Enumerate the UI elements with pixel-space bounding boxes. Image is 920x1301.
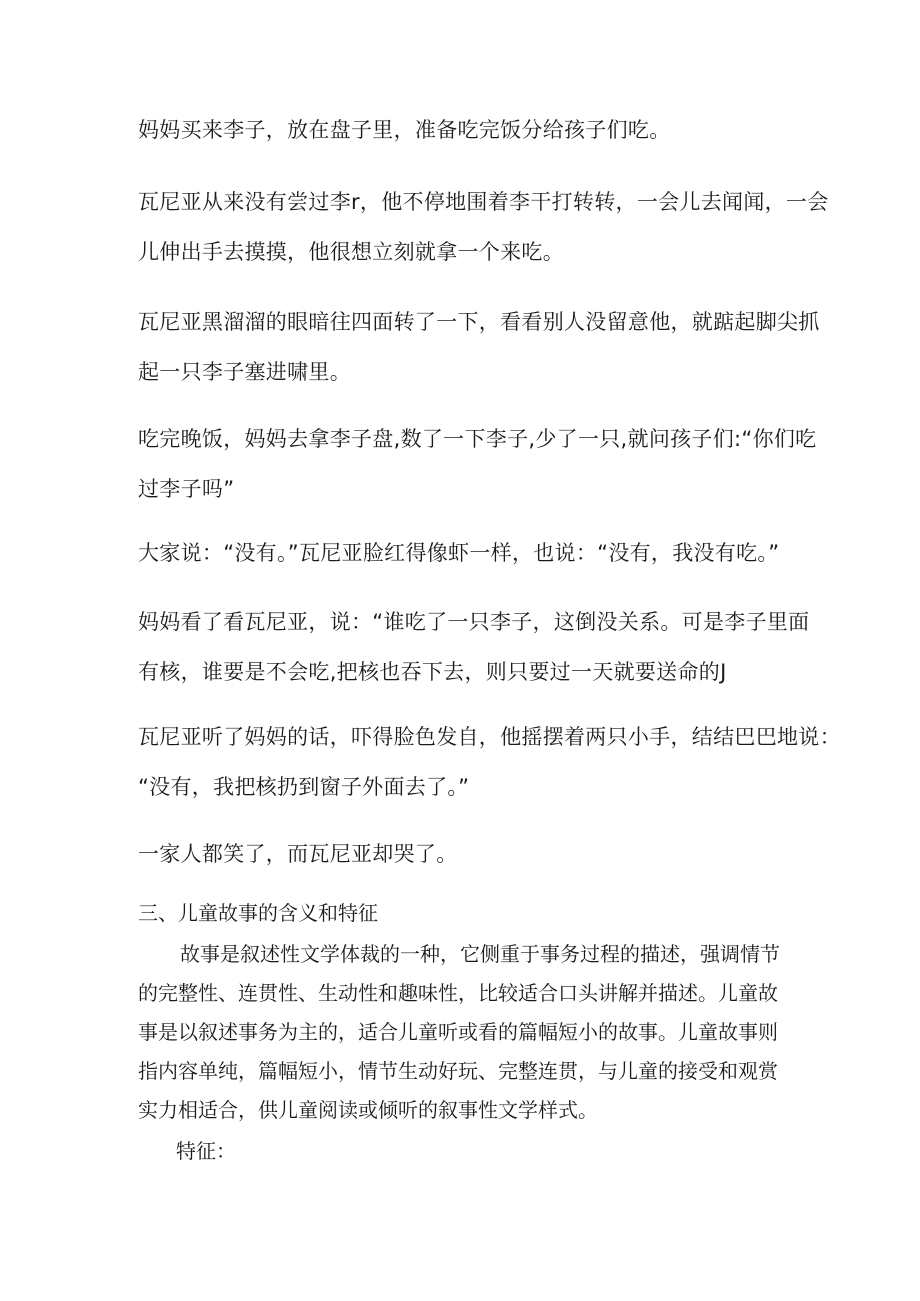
- text-line: 瓦尼亚从来没有尝过李r，他不停地围着李干打转转，一会儿去闻闻，一会: [138, 190, 829, 214]
- text-line: 妈妈看了看瓦尼亚，说：“谁吃了一只李子，这倒没关系。可是李子里面: [138, 610, 810, 634]
- text-line: 一家人都笑了，而瓦尼亚却哭了。: [138, 842, 458, 866]
- text-line: 妈妈买来李子，放在盘子里，准备吃完饭分给孩子们吃。: [138, 118, 671, 142]
- text-line: 实力相适合，供儿童阅读或倾听的叙事性文学样式。: [138, 1098, 598, 1122]
- text-line: 儿伸出手去摸摸，他很想立刻就拿一个来吃。: [138, 240, 564, 264]
- text-line: 过李子吗”: [138, 477, 235, 501]
- text-line: 事是以叙述事务为主的，适合儿童听或看的篇幅短小的故事。儿童故事则: [138, 1020, 778, 1044]
- text-line: “没有，我把核扔到窗子外面去了。”: [138, 775, 470, 799]
- story-paragraph-4: [138, 414, 817, 514]
- text-line: 的完整性、连贯性、生动性和趣味性，比较适合口头讲解并描述。儿童故: [138, 981, 778, 1005]
- text-line: 有核，谁要是不会吃,把核也吞下去，则只要过一天就要送命的J: [138, 660, 727, 684]
- story-paragraph-5: [138, 528, 788, 578]
- story-paragraph-7: [138, 712, 841, 812]
- text-line: 吃完晚饭，妈妈去拿李子盘,数了一下李子,少了一只,就问孩子们:“你们吃: [138, 427, 817, 451]
- text-line: 瓦尼亚黑溜溜的眼暗往四面转了一下，看看别人没留意他，就踮起脚尖抓: [138, 310, 820, 334]
- story-paragraph-2: [138, 177, 829, 277]
- text-line: 起一只李子塞进啸里。: [138, 360, 351, 384]
- text-line: 瓦尼亚听了妈妈的话，吓得脸色发自，他摇摆着两只小手，结结巴巴地说：: [138, 725, 841, 749]
- text-line: 故事是叙述性文学体裁的一种，它侧重于事务过程的描述，强调情节: [180, 942, 780, 966]
- story-paragraph-3: [138, 297, 820, 397]
- text-line: 大家说：“没有。”瓦尼亚脸红得像虾一样，也说：“没有，我没有吃。”: [138, 541, 780, 565]
- section-body-paragraph: [138, 935, 788, 1130]
- story-paragraph-8: [138, 829, 788, 879]
- section-heading: 三、儿童故事的含义和特征: [138, 901, 378, 925]
- features-label: 特征：: [176, 1139, 236, 1163]
- text-line: 指内容单纯，篇幅短小，情节生动好玩、完整连贯，与儿童的接受和观赏: [138, 1059, 778, 1083]
- story-paragraph-1: [138, 105, 788, 155]
- story-paragraph-6: [138, 597, 810, 697]
